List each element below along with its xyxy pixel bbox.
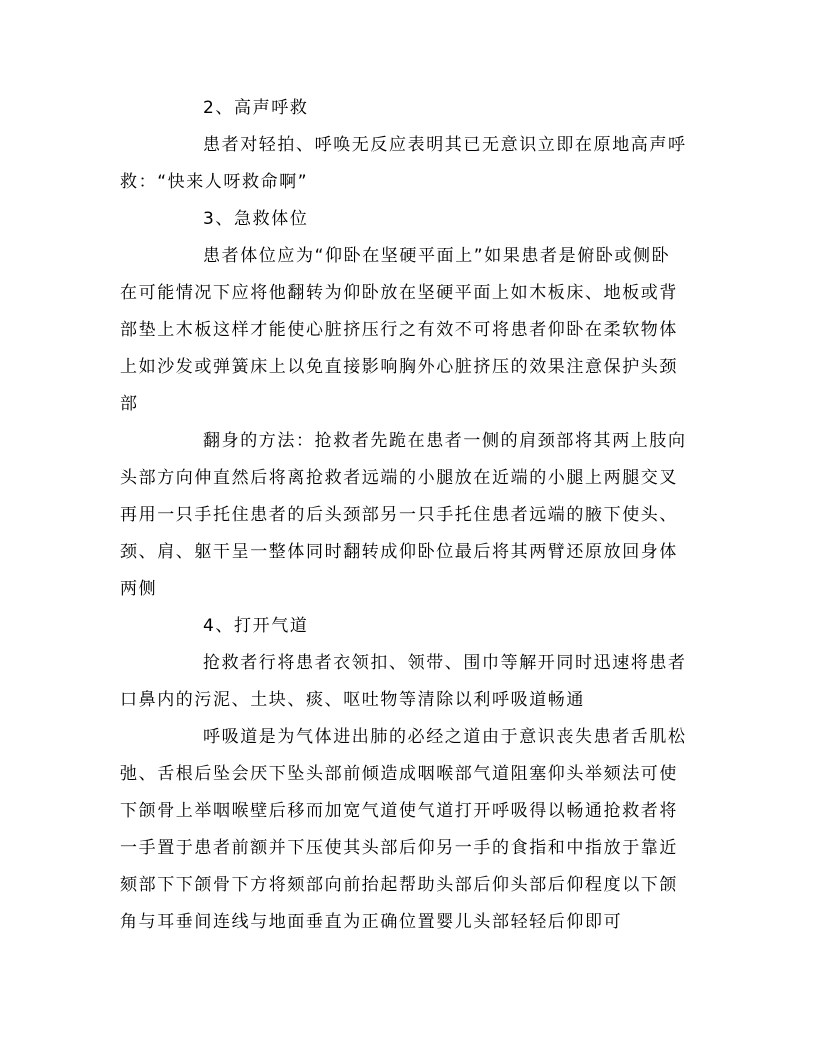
paragraph-line: 颈、肩、躯干呈一整体同时翻转成仰卧位最后将其两臂还原放回身体 <box>120 542 678 562</box>
paragraph-line: 抢救者行将患者衣领扣、领带、围巾等解开同时迅速将患者 <box>203 653 687 673</box>
paragraph-line: 颏部下下颌骨下方将颏部向前抬起帮助头部后仰头部后仰程度以下颌 <box>120 875 678 895</box>
paragraph-line: 在可能情况下应将他翻转为仰卧放在坚硬平面上如木板床、地板或背 <box>120 283 678 303</box>
paragraph-line: 两侧 <box>120 579 158 599</box>
paragraph-line: 下颌骨上举咽喉壁后移而加宽气道使气道打开呼吸得以畅通抢救者将 <box>120 801 678 821</box>
paragraph-line: 救：“快来人呀救命啊” <box>120 172 309 192</box>
section-heading: 2、高声呼救 <box>203 98 309 118</box>
paragraph-line: 一手置于患者前额并下压使其头部后仰另一手的食指和中指放于靠近 <box>120 838 678 858</box>
paragraph-line: 弛、舌根后坠会厌下坠头部前倾造成咽喉部气道阻塞仰头举颏法可使 <box>120 764 678 784</box>
paragraph-line: 部 <box>120 394 139 414</box>
paragraph-line: 上如沙发或弹簧床上以免直接影响胸外心脏挤压的效果注意保护头颈 <box>120 357 678 377</box>
paragraph-line: 再用一只手托住患者的后头颈部另一只手托住患者远端的腋下使头、 <box>120 505 678 525</box>
paragraph-line: 患者体位应为“仰卧在坚硬平面上”如果患者是俯卧或侧卧 <box>203 246 671 266</box>
section-heading: 4、打开气道 <box>203 616 309 636</box>
paragraph-line: 角与耳垂间连线与地面垂直为正确位置婴儿头部轻轻后仰即可 <box>120 912 623 932</box>
paragraph-line: 患者对轻拍、呼唤无反应表明其已无意识立即在原地高声呼 <box>203 135 687 155</box>
document-body <box>120 90 698 941</box>
paragraph-line: 翻身的方法：抢救者先跪在患者一侧的肩颈部将其两上肢向 <box>203 431 687 451</box>
paragraph-line: 呼吸道是为气体进出肺的必经之道由于意识丧失患者舌肌松 <box>203 727 687 747</box>
paragraph-line: 头部方向伸直然后将离抢救者远端的小腿放在近端的小腿上两腿交叉 <box>120 468 678 488</box>
section-heading: 3、急救体位 <box>203 209 309 229</box>
paragraph-line: 口鼻内的污泥、土块、痰、呕吐物等清除以利呼吸道畅通 <box>120 690 585 710</box>
paragraph-line: 部垫上木板这样才能使心脏挤压行之有效不可将患者仰卧在柔软物体 <box>120 320 678 340</box>
